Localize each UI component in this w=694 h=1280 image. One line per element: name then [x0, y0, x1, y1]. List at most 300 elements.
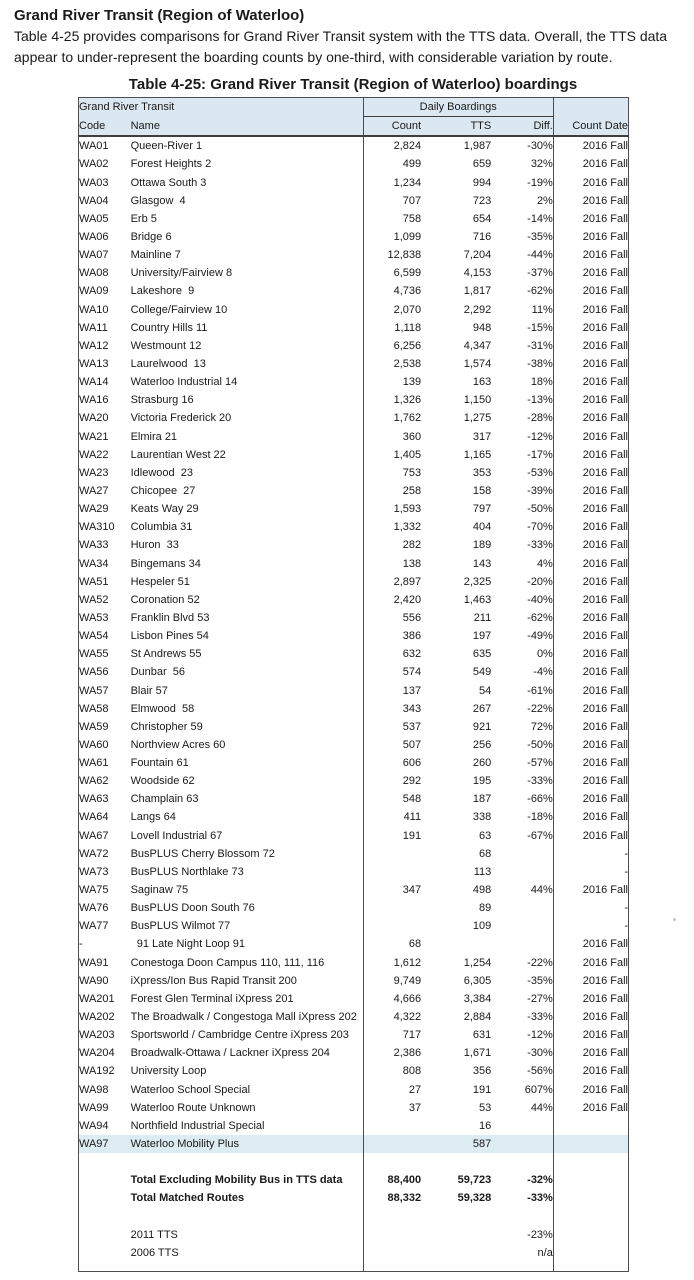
cell-diff: [491, 1135, 553, 1153]
table-row: [79, 555, 629, 573]
cell-code: WA02: [79, 158, 109, 171]
cell-name: 2011 TTS: [130, 1228, 178, 1241]
table-row: [79, 391, 629, 409]
cell-count: [363, 917, 421, 935]
cell-date: 2016 Fall: [553, 1099, 628, 1117]
cell-count: 347: [363, 881, 421, 899]
table-row: [79, 409, 629, 427]
table-row: [79, 482, 629, 500]
cell-tts: 59,328: [457, 1192, 492, 1205]
table-row: [79, 1062, 629, 1080]
cell-name: Lovell Industrial 67: [130, 829, 223, 842]
cell-diff: -66%: [527, 793, 553, 806]
cell-date: 2016 Fall: [553, 790, 628, 808]
cell-count: 1,762: [363, 409, 421, 427]
table-row: [79, 264, 629, 282]
cell-diff: 44%: [530, 884, 553, 897]
cell-code: [79, 1153, 131, 1171]
table-row: [79, 282, 629, 300]
cell-date: 2016 Fall: [553, 881, 628, 899]
cell-code: WA73: [79, 865, 109, 878]
cell-diff: -62%: [527, 285, 553, 298]
cell-count: 282: [363, 536, 421, 554]
cell-date: 2016 Fall: [553, 718, 628, 736]
cell-name: Waterloo Mobility Plus: [131, 1135, 363, 1153]
cell-count: 2,070: [363, 301, 421, 319]
cell-diff: -67%: [527, 829, 553, 842]
cell-diff: -30%: [527, 140, 553, 153]
cell-date: 2016 Fall: [553, 482, 628, 500]
cell-code: WA94: [79, 1119, 109, 1132]
cell-diff: [491, 935, 553, 953]
cell-tts: 158: [472, 484, 492, 497]
cell-count: 2,420: [363, 591, 421, 609]
cell-count: 360: [363, 428, 421, 446]
cell-date: 2016 Fall: [553, 1062, 628, 1080]
cell-date: 2016 Fall: [553, 210, 628, 228]
cell-name: Waterloo Route Unknown: [130, 1101, 256, 1114]
table-row: [79, 917, 629, 935]
table-row: [79, 990, 629, 1008]
cell-tts: 6,305: [463, 974, 492, 987]
cell-tts: 197: [472, 630, 492, 643]
cell-diff: [491, 1117, 553, 1135]
cell-date: 2016 Fall: [553, 555, 628, 573]
cell-date: 2016 Fall: [553, 373, 628, 391]
cell-count: 574: [363, 663, 421, 681]
cell-code: WA77: [79, 920, 109, 933]
cell-date: 2016 Fall: [553, 682, 628, 700]
cell-tts: 317: [472, 430, 492, 443]
cell-tts: 994: [472, 176, 492, 189]
cell-code: WA59: [79, 720, 109, 733]
table-header: [79, 98, 629, 137]
cell-name: Champlain 63: [130, 793, 199, 806]
cell-date: [553, 1171, 628, 1189]
cell-code: [79, 1226, 131, 1244]
cell-tts: 587: [421, 1135, 491, 1153]
cell-tts: 2,325: [463, 575, 492, 588]
cell-code: WA29: [79, 503, 109, 516]
cell-diff: -17%: [527, 448, 553, 461]
cell-count: 499: [363, 155, 421, 173]
table-row: [79, 446, 629, 464]
table-row: [79, 536, 629, 554]
cell-name: BusPLUS Cherry Blossom 72: [130, 847, 275, 860]
cell-date: 2016 Fall: [553, 446, 628, 464]
group-header-grand-river-transit: Grand River Transit: [79, 98, 364, 117]
cell-code: WA67: [79, 829, 109, 842]
cell-count: 753: [363, 464, 421, 482]
cell-tts: 1,150: [463, 394, 492, 407]
page-title: Grand River Transit (Region of Waterloo): [14, 7, 305, 24]
table-row: [79, 174, 629, 192]
cell-code: WA56: [79, 666, 109, 679]
cell-date: 2016 Fall: [553, 264, 628, 282]
cell-diff: -19%: [527, 176, 553, 189]
cell-code: WA07: [79, 249, 109, 262]
cell-tts: 2,292: [463, 303, 492, 316]
cell-diff: -49%: [527, 630, 553, 643]
cell-date: 2016 Fall: [553, 609, 628, 627]
cell-tts: 7,204: [463, 249, 492, 262]
cell-count: 707: [363, 192, 421, 210]
cell-diff: n/a: [537, 1246, 553, 1259]
cell-name: Columbia 31: [130, 521, 193, 534]
cell-tts: 356: [472, 1065, 492, 1078]
table-row: [79, 736, 629, 754]
table-row: [79, 1026, 629, 1044]
cell-name: 2006 TTS: [130, 1246, 179, 1259]
cell-count: 548: [363, 790, 421, 808]
cell-tts: 143: [472, 557, 492, 570]
cell-code: WA16: [79, 394, 109, 407]
cell-code: WA192: [79, 1065, 115, 1078]
cell-date: -: [553, 863, 628, 881]
cell-tts: [421, 1262, 491, 1272]
cell-name: BusPLUS Wilmot 77: [130, 920, 231, 933]
cell-name: Victoria Frederick 20: [130, 412, 232, 425]
cell-tts: 195: [472, 775, 492, 788]
cell-diff: -22%: [527, 956, 553, 969]
cell-name: Forest Glen Terminal iXpress 201: [130, 992, 294, 1005]
cell-tts: 109: [472, 920, 492, 933]
cell-count: 386: [363, 627, 421, 645]
cell-date: 2016 Fall: [553, 337, 628, 355]
cell-diff: 2%: [536, 194, 553, 207]
cell-date: 2016 Fall: [553, 627, 628, 645]
cell-tts: [421, 1153, 491, 1171]
spacer-row: [79, 1262, 629, 1272]
group-header-count-date-spacer: [553, 98, 628, 117]
cell-name: Queen-River 1: [130, 140, 203, 153]
cell-count: 1,099: [363, 228, 421, 246]
cell-code: WA62: [79, 775, 109, 788]
table-row: [79, 772, 629, 790]
cell-diff: -23%: [527, 1228, 553, 1241]
cell-code: WA27: [79, 484, 109, 497]
cell-code: WA08: [79, 267, 109, 280]
cell-date: 2016 Fall: [553, 754, 628, 772]
group-header-row: [79, 98, 629, 117]
cell-code: WA13: [79, 357, 109, 370]
cell-diff: 72%: [530, 720, 553, 733]
cell-date: 2016 Fall: [553, 808, 628, 826]
cell-diff: -15%: [527, 321, 553, 334]
cell-name: College/Fairview 10: [130, 303, 228, 316]
cell-count: 4,736: [363, 282, 421, 300]
column-header-diff: Diff.: [491, 117, 553, 137]
cell-diff: 32%: [530, 158, 553, 171]
cell-code: WA11: [79, 321, 108, 334]
cell-name: Woodside 62: [130, 775, 195, 788]
cell-diff: -33%: [527, 539, 553, 552]
table-row: [79, 155, 629, 173]
cell-diff: -44%: [527, 249, 553, 262]
cell-name: Waterloo School Special: [130, 1083, 251, 1096]
cell-count: 411: [363, 808, 421, 826]
cell-tts: 191: [472, 1083, 492, 1096]
cell-date: 2016 Fall: [553, 1081, 628, 1099]
table-row: [79, 573, 629, 591]
cell-name: Lakeshore 9: [130, 285, 195, 298]
cell-diff: -33%: [527, 775, 553, 788]
table-row: [79, 228, 629, 246]
cell-tts: 113: [473, 865, 492, 878]
table-row: [79, 899, 629, 917]
cell-name: Lisbon Pines 54: [130, 630, 209, 643]
table-row: [79, 428, 629, 446]
cell-date: 2016 Fall: [553, 736, 628, 754]
cell-diff: -33%: [527, 1192, 553, 1205]
table-row: [79, 827, 629, 845]
cell-diff: -12%: [527, 430, 553, 443]
cell-tts: 53: [478, 1101, 492, 1114]
cell-diff: -70%: [527, 521, 553, 534]
cell-name: Sportsworld / Cambridge Centre iXpress 203: [130, 1029, 349, 1042]
cell-tts: 498: [472, 884, 492, 897]
cell-code: [79, 1189, 131, 1207]
cell-tts: 2,884: [463, 1011, 492, 1024]
cell-name: Conestoga Doon Campus 110, 111, 116: [130, 956, 325, 969]
table-row: [79, 1044, 629, 1062]
cell-name: [131, 1262, 363, 1272]
table-row: [79, 464, 629, 482]
cell-name: Idlewood 23: [130, 466, 193, 479]
cell-code: [79, 1171, 131, 1189]
cell-name: Christopher 59: [130, 720, 203, 733]
cell-diff: 4%: [536, 557, 553, 570]
cell-diff: -22%: [527, 702, 553, 715]
cell-code: WA310: [79, 521, 115, 534]
cell-diff: [491, 845, 553, 863]
column-header-count-date: Count Date: [553, 117, 628, 137]
cell-date: 2016 Fall: [553, 663, 628, 681]
table-row: [79, 591, 629, 609]
cell-date: 2016 Fall: [553, 319, 628, 337]
cell-name: Blair 57: [130, 684, 168, 697]
cell-diff: 0%: [536, 648, 553, 661]
cell-count: 12,838: [363, 246, 421, 264]
cell-code: WA06: [79, 230, 109, 243]
table-row: [79, 609, 629, 627]
table-row: [79, 645, 629, 663]
cell-date: [553, 1244, 628, 1262]
cell-name: BusPLUS Northlake 73: [130, 865, 244, 878]
cell-count: [363, 1244, 421, 1262]
cell-code: WA04: [79, 194, 109, 207]
cell-code: WA201: [79, 992, 115, 1005]
cell-date: 2016 Fall: [553, 827, 628, 845]
cell-date: 2016 Fall: [553, 228, 628, 246]
cell-code: WA33: [79, 539, 109, 552]
cell-name: Laurentian West 22: [130, 448, 226, 461]
cell-tts: 54: [478, 684, 492, 697]
cell-diff: [491, 917, 553, 935]
table-body: [79, 136, 629, 1272]
cell-code: WA58: [79, 702, 109, 715]
cell-name: Ottawa South 3: [130, 176, 207, 189]
cell-date: 2016 Fall: [553, 573, 628, 591]
cell-tts: 338: [472, 811, 492, 824]
cell-diff: -28%: [527, 412, 553, 425]
cell-code: WA22: [79, 448, 109, 461]
cell-date: -: [553, 917, 628, 935]
cell-code: WA75: [79, 884, 109, 897]
cell-code: WA55: [79, 648, 109, 661]
cell-name: Bingemans 34: [130, 557, 201, 570]
cell-tts: 16: [478, 1119, 492, 1132]
cell-date: [553, 1208, 628, 1226]
cell-diff: -20%: [527, 575, 553, 588]
cell-date: 2016 Fall: [553, 591, 628, 609]
cell-tts: 1,671: [463, 1047, 492, 1060]
cell-diff: -40%: [527, 593, 553, 606]
cell-tts: 267: [472, 702, 492, 715]
cell-count: 537: [363, 718, 421, 736]
cell-count: 88,332: [363, 1189, 421, 1207]
cell-count: 68: [363, 935, 421, 953]
cell-count: [363, 1262, 421, 1272]
cell-diff: -56%: [527, 1065, 553, 1078]
cell-name: Waterloo Industrial 14: [130, 376, 238, 389]
cell-diff: -37%: [527, 267, 553, 280]
table-row: [79, 790, 629, 808]
cell-tts: [421, 1244, 491, 1262]
cell-diff: -18%: [527, 811, 553, 824]
cell-tts: 716: [472, 230, 492, 243]
cell-date: [553, 1135, 628, 1153]
table-row: [79, 373, 629, 391]
cell-name: Huron 33: [130, 539, 179, 552]
cell-count: 37: [363, 1099, 421, 1117]
table-row: [79, 863, 629, 881]
cell-count: 191: [363, 827, 421, 845]
cell-code: WA12: [79, 339, 109, 352]
cell-code: WA14: [79, 376, 109, 389]
cell-code: WA72: [79, 847, 109, 860]
cell-count: 606: [363, 754, 421, 772]
cell-tts: 654: [472, 212, 492, 225]
cell-tts: [421, 1226, 491, 1244]
boardings-table: [78, 97, 629, 1272]
cell-tts: 260: [472, 757, 492, 770]
cell-tts: 549: [472, 666, 492, 679]
cell-code: WA01: [79, 140, 109, 153]
cell-diff: -33%: [527, 1011, 553, 1024]
cell-date: 2016 Fall: [553, 1008, 628, 1026]
cell-code: WA52: [79, 593, 109, 606]
table-row: [79, 935, 629, 953]
cell-name: Forest Heights 2: [130, 158, 212, 171]
table-row: [79, 1099, 629, 1117]
cell-code: WA91: [79, 956, 109, 969]
cell-code: WA20: [79, 412, 109, 425]
cell-name: Erb 5: [130, 212, 157, 225]
cell-code: -: [79, 938, 83, 951]
cell-date: [553, 1189, 628, 1207]
cell-tts: 659: [472, 158, 492, 171]
cell-date: 2016 Fall: [553, 464, 628, 482]
cell-diff: 11%: [531, 303, 553, 316]
cell-code: WA53: [79, 611, 109, 624]
cell-count: 2,538: [363, 355, 421, 373]
table-caption: Table 4-25: Grand River Transit (Region of Waterloo) boardings: [128, 76, 578, 93]
group-header-daily-boardings: Daily Boardings: [363, 98, 553, 117]
cell-code: WA97: [79, 1135, 131, 1153]
cell-count: [363, 899, 421, 917]
cell-count: 1,118: [363, 319, 421, 337]
cell-date: 2016 Fall: [553, 700, 628, 718]
table-row: [79, 1081, 629, 1099]
cell-code: WA09: [79, 285, 109, 298]
cell-date: 2016 Fall: [553, 1044, 628, 1062]
table-row: [79, 754, 629, 772]
cell-name: Mainline 7: [130, 249, 181, 262]
cell-name: Elmwood 58: [130, 702, 195, 715]
cell-tts: 1,254: [463, 956, 492, 969]
cell-date: 2016 Fall: [553, 500, 628, 518]
table-row: [79, 808, 629, 826]
cell-date: 2016 Fall: [553, 136, 628, 155]
cell-count: 4,322: [363, 1008, 421, 1026]
cell-code: WA34: [79, 557, 109, 570]
cell-name: [131, 1208, 363, 1226]
cell-date: -: [553, 845, 628, 863]
cell-name: Saginaw 75: [130, 884, 189, 897]
cell-date: 2016 Fall: [553, 155, 628, 173]
cell-date: 2016 Fall: [553, 536, 628, 554]
cell-date: 2016 Fall: [553, 972, 628, 990]
cell-date: [553, 1153, 628, 1171]
cell-diff: [491, 863, 553, 881]
cell-tts: 948: [472, 321, 492, 334]
cell-name: Country Hills 11: [130, 321, 208, 334]
cell-code: WA76: [79, 902, 109, 915]
cell-count: 27: [363, 1081, 421, 1099]
cell-name: 91 Late Night Loop 91: [130, 938, 245, 951]
cell-diff: 18%: [530, 376, 553, 389]
cell-code: [79, 1208, 131, 1226]
cell-tts: 631: [472, 1029, 492, 1042]
cell-tts: 68: [478, 847, 492, 860]
table-row: [79, 210, 629, 228]
cell-count: 2,824: [363, 136, 421, 155]
cell-name: iXpress/Ion Bus Rapid Transit 200: [130, 974, 297, 987]
column-header-tts: TTS: [421, 117, 491, 137]
cell-tts: 163: [472, 376, 492, 389]
table-row: [79, 972, 629, 990]
cell-diff: [491, 899, 553, 917]
cell-name: Chicopee 27: [130, 484, 196, 497]
cell-count: 6,256: [363, 337, 421, 355]
cell-tts: [421, 1208, 491, 1226]
cell-code: [79, 1262, 131, 1272]
cell-name: Westmount 12: [130, 339, 202, 352]
cell-code: WA203: [79, 1029, 115, 1042]
cell-name: Bridge 6: [130, 230, 172, 243]
cell-code: WA51: [79, 575, 109, 588]
cell-diff: -32%: [527, 1174, 553, 1187]
cell-date: [553, 1262, 628, 1272]
cell-date: 2016 Fall: [553, 518, 628, 536]
cell-diff: -35%: [527, 230, 553, 243]
cell-date: 2016 Fall: [553, 428, 628, 446]
cell-date: 2016 Fall: [553, 772, 628, 790]
column-header-count: Count: [363, 117, 421, 137]
cell-diff: -38%: [527, 357, 553, 370]
cell-name: Fountain 61: [130, 757, 189, 770]
